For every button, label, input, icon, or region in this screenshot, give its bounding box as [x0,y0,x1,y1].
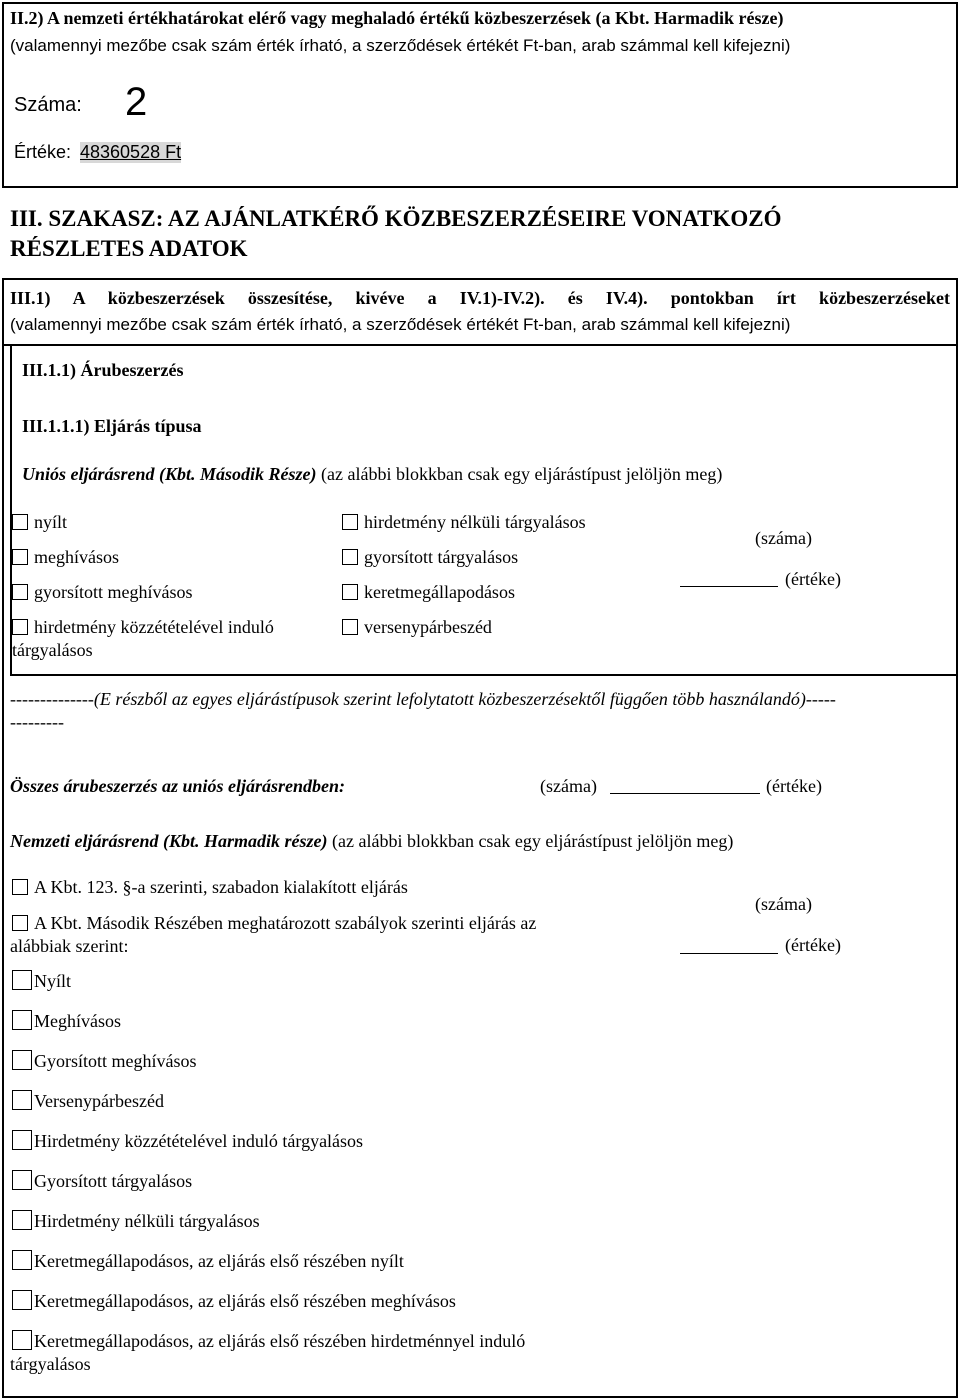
checkbox[interactable] [12,1130,32,1150]
checkbox[interactable] [12,1330,32,1350]
divider-1 [2,344,958,346]
option-label: gyorsított meghívásos [34,582,193,602]
union-label-italic: Uniós eljárásrend (Kbt. Második Része) [22,464,317,484]
national-value-field[interactable] [680,937,778,954]
option-label: Hirdetmény nélküli tárgyalásos [34,1211,260,1231]
option-label: hirdetmény nélküli tárgyalásos [364,512,586,532]
option-label: Gyorsított meghívásos [34,1051,197,1071]
section-ii2-note: (valamennyi mezőbe csak szám érték írható, a szerződések értékét Ft-ban, arab számmal kell kifejezni) [10,36,791,55]
checkbox[interactable] [12,1210,32,1230]
national-sub-option-cont: tárgyalásos [10,1354,91,1374]
option-label: Meghívásos [34,1011,121,1031]
checkbox[interactable] [12,1170,32,1190]
total-label: Összes árubeszerzés az uniós eljárásrendben: [10,776,346,796]
divider-2 [10,674,958,676]
union-option-nyilt[interactable] [12,512,67,533]
checkbox[interactable] [12,970,32,990]
national-sub-option[interactable] [12,1250,404,1272]
value-value: 48360528 Ft [80,142,182,162]
separator-line-2: --------- [10,712,64,732]
checkbox[interactable] [12,549,28,565]
national-sub-option[interactable] [12,1170,192,1192]
option-label: meghívásos [34,547,119,567]
checkbox[interactable] [12,879,28,895]
national-count-label: (száma) [755,894,812,914]
union-option-hirdetmeny-nelkuli[interactable] [342,512,586,533]
union-option-keretmegallapodasos[interactable] [342,582,515,603]
checkbox[interactable] [342,514,358,530]
summary-title: III.1) A közbeszerzések összesítése, kivéve a IV.1)-IV.2). és IV.4). pontokban írt közbeszerzéseket [10,288,950,308]
value-label: Értéke: [14,142,72,162]
national-value-label: (értéke) [785,935,841,955]
national-label-rest: (az alábbi blokkban csak egy eljárástípust jelöljön meg) [327,831,734,851]
checkbox[interactable] [12,1090,32,1110]
summary-note: (valamennyi mezőbe csak szám érték írható, a szerződések értékét Ft-ban, arab számmal kell kifejezni) [10,315,791,334]
national-sub-option[interactable] [12,1050,197,1072]
option-label: Gyorsított tárgyalásos [34,1171,193,1191]
checkbox[interactable] [12,514,28,530]
checkbox[interactable] [12,619,28,635]
option-label: Keretmegállapodásos, az eljárás első részében meghívásos [34,1291,456,1311]
option-label: Nyílt [34,971,72,991]
option-label: A Kbt. Második Részében meghatározott szabályok szerinti eljárás az [34,913,537,933]
checkbox[interactable] [342,549,358,565]
checkbox[interactable] [342,619,358,635]
national-sub-option[interactable] [12,1210,260,1232]
union-count-label: (száma) [755,528,812,548]
option-label: A Kbt. 123. §-a szerinti, szabadon kialakított eljárás [34,877,408,897]
checkbox[interactable] [12,1010,32,1030]
union-option-gyorsitott-meghivasos[interactable] [12,582,193,603]
checkbox[interactable] [12,915,28,931]
national-sub-option[interactable] [12,1130,363,1152]
checkbox[interactable] [342,584,358,600]
national-label-italic: Nemzeti eljárásrend (Kbt. Harmadik része) [10,831,328,851]
option-label: Keretmegállapodásos, az eljárás első részében nyílt [34,1251,404,1271]
count-label: Száma: [14,94,82,116]
checkbox[interactable] [12,1050,32,1070]
option-label: Keretmegállapodásos, az eljárás első részében hirdetménnyel induló [34,1331,526,1351]
national-label [10,831,733,852]
national-sub-option[interactable] [12,1330,525,1352]
national-sub-option[interactable] [12,970,71,992]
section-iii-heading-1: III. SZAKASZ: AZ AJÁNLATKÉRŐ KÖZBESZERZÉSEIRE VONATKOZÓ [10,206,782,231]
union-label [22,464,722,485]
option-label: Versenypárbeszéd [34,1091,164,1111]
section-iii-heading-2: RÉSZLETES ADATOK [10,236,248,261]
separator-line-1: --------------(E részből az egyes eljárástípusok szerint lefolytatott közbeszerzésektől függően több használandó)----- [10,689,836,709]
union-option-hirdetmeny-cont: tárgyalásos [12,640,93,660]
union-option-meghivasos[interactable] [12,547,119,568]
union-option-hirdetmeny[interactable] [12,617,274,638]
national-option-masodik-resz[interactable] [12,913,536,934]
option-label: versenypárbeszéd [364,617,492,637]
total-value-label: (értéke) [766,776,822,796]
option-label: gyorsított tárgyalásos [364,547,519,567]
count-value: 2 [125,80,148,124]
national-option-123[interactable] [12,877,408,898]
union-option-versenyparbeszed[interactable] [342,617,492,638]
union-value-label: (értéke) [785,569,841,589]
option-label: keretmegállapodásos [364,582,515,602]
national-sub-option[interactable] [12,1010,121,1032]
union-value-field[interactable] [680,570,778,587]
checkbox[interactable] [12,1250,32,1270]
option-label: nyílt [34,512,68,532]
checkbox[interactable] [12,1290,32,1310]
goods-label: III.1.1) Árubeszerzés [22,360,184,380]
option-label: hirdetmény közzétételével induló [34,617,274,637]
national-sub-option[interactable] [12,1290,456,1312]
national-option-masodik-resz-cont: alábbiak szerint: [10,936,129,956]
section-ii2-title: II.2) A nemzeti értékhatárokat elérő vagy meghaladó értékű közbeszerzések (a Kbt. Harmadik része) [10,8,784,28]
union-option-gyorsitott-targyalasos[interactable] [342,547,518,568]
checkbox[interactable] [12,584,28,600]
union-label-rest: (az alábbi blokkban csak egy eljárástípust jelöljön meg) [316,464,723,484]
total-value-field[interactable] [610,776,760,794]
option-label: Hirdetmény közzétételével induló tárgyalásos [34,1131,364,1151]
proc-type-label: III.1.1.1) Eljárás típusa [22,416,202,436]
national-sub-option[interactable] [12,1090,164,1112]
total-count-label: (száma) [540,776,597,796]
